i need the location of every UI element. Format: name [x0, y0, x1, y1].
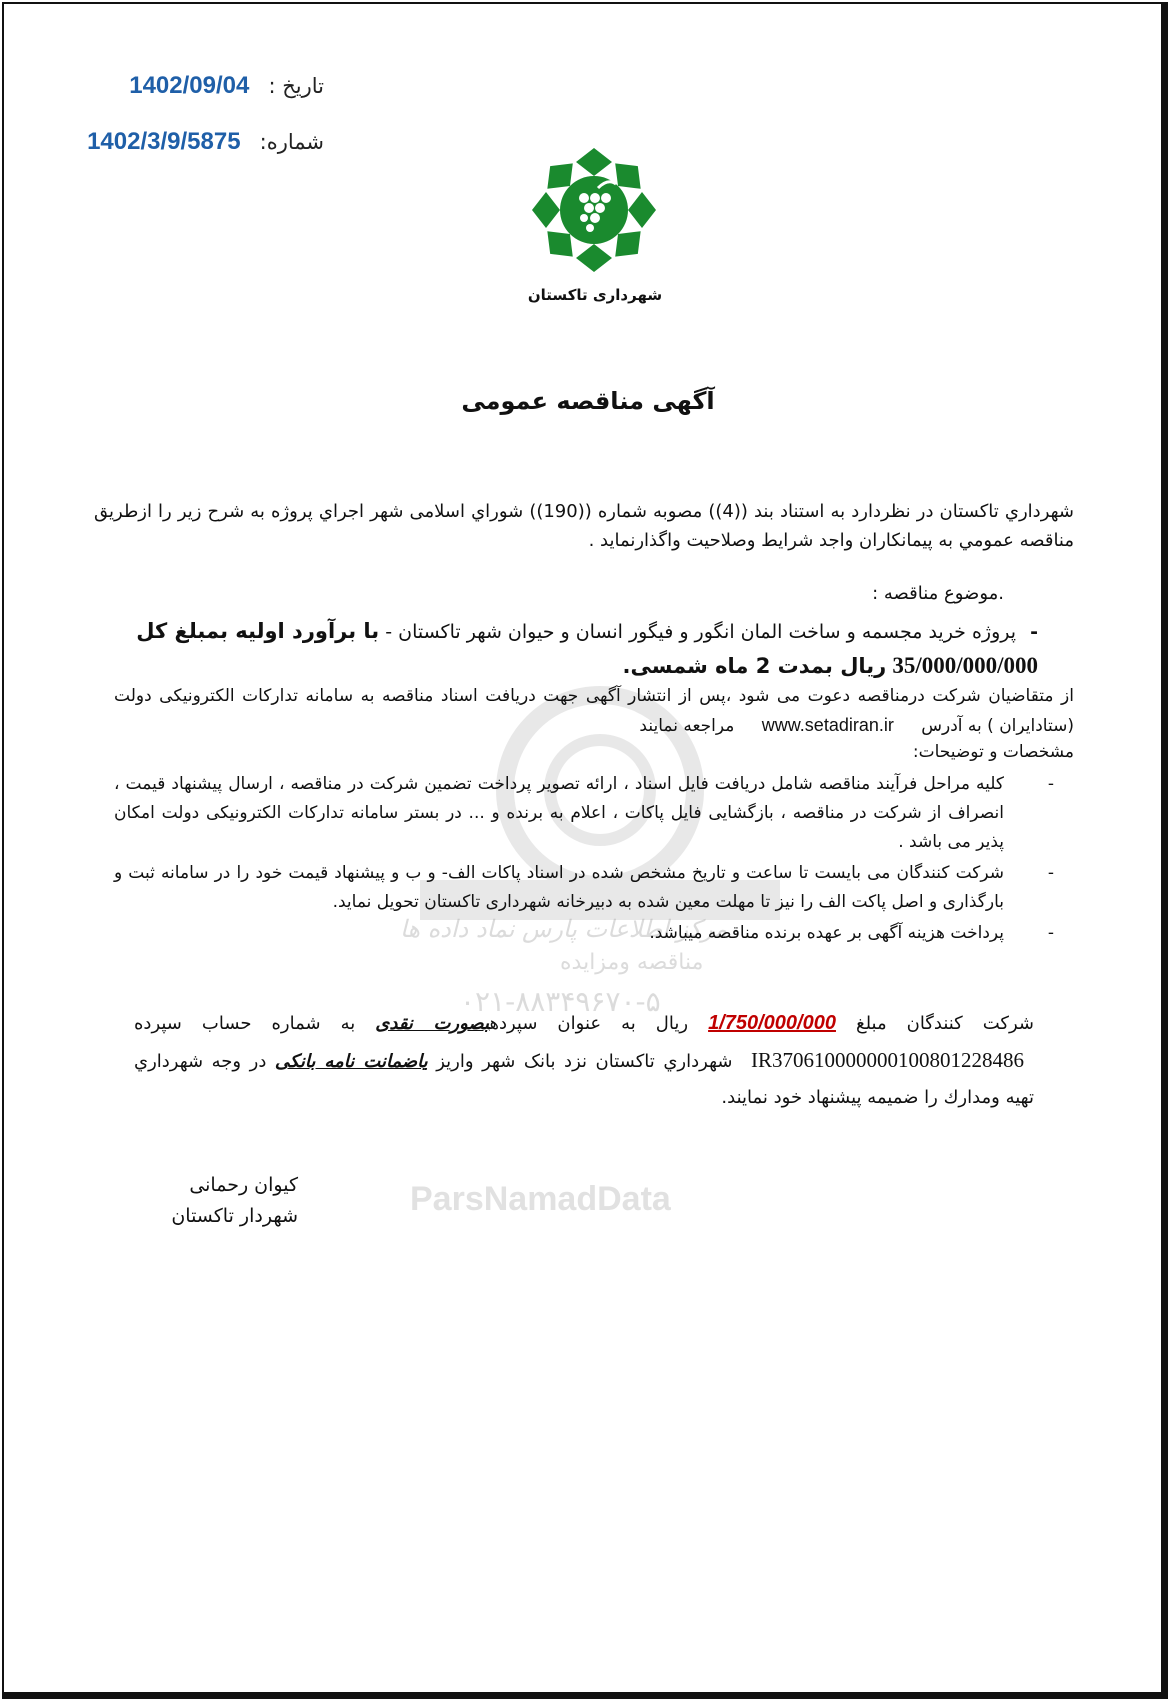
guarantee-paragraph — [134, 1005, 1034, 1116]
invite-text-before: از متقاضیان شرکت درمناقصه دعوت می شود ،پس از انتشار آگهی جهت دریافت اسناد مناقصه به سامانه تدارکات الکترونیکی دولت (ستادایران ) به آدرس — [114, 686, 1074, 736]
list-bullet: - — [1047, 923, 1054, 943]
guarantee-t5: در وجه شهرداري تهیه ومدارك را ضمیمه پیشنهاد خود نمایند. — [134, 1051, 1034, 1108]
project-tail: ریال بمدت 2 ماه شمسی. — [622, 654, 887, 678]
spec-label: مشخصات و توضیحات: — [912, 742, 1074, 762]
project-amount: 35/000/000/000 — [892, 653, 1038, 678]
subject-label: .موضوع مناقصه : — [872, 583, 1004, 604]
logo-caption: شهرداری تاکستان — [527, 286, 663, 304]
page-title: آگهی مناقصه عمومی — [461, 387, 715, 415]
list-item-text: شرکت کنندگان می بایست تا ساعت و تاریخ مشخص شده در اسناد پاکات الف- و ب و پیشنهاد قیمت خود را در سامانه ثبت و بارگذاری و اصل پاکت الف را نیز تا مهلت معین شده به دبیرخانه شهرداری تاکستان تحویل نماید. — [114, 863, 1004, 912]
signer-position: شهردار تاکستان — [171, 1205, 298, 1227]
watermark-brand: ParsNamadData — [410, 1180, 671, 1218]
project-dash: - — [1030, 621, 1038, 643]
guarantee-amount: 1/750/000/000 — [708, 1012, 836, 1034]
list-item — [114, 919, 1074, 948]
guarantee-t4: شهرداري تاکستان نزد بانک شهر واریز — [436, 1051, 733, 1072]
list-item-text: کلیه مراحل فرآیند مناقصه شامل دریافت فایل اسناد ، ارائه تصویر پرداخت تضمین شرکت در مناقصه ، ارسال پیشنهاد قیمت ، انصراف از شرکت در مناقصه ، بازگشایی فایل پاکات ، اعلام به برنده و ... در بستر سامانه تدارکات الکترونیکی دولت امکان پذیر می باشد . — [114, 774, 1004, 852]
guarantee-iban: IR370610000000100801228486 — [751, 1048, 1024, 1072]
project-text: پروژه خرید مجسمه و ساخت المان انگور و فیگور انسان و حیوان شهر تاکستان - — [385, 621, 1017, 643]
list-bullet: - — [1047, 863, 1054, 883]
guarantee-t1: شرکت کنندگان مبلغ — [855, 1013, 1035, 1034]
intro-paragraph: شهرداري تاکستان در نظردارد به استناد بند ((4)) مصوبه شماره ((190)) شوراي اسلامی شهر اجراي پروژه به شرح زیر را ازطریق مناقصه عمومي به پیمانکاران واجد شرایط وصلاحیت واگذارنماید . — [94, 501, 1074, 551]
project-estimate: با برآورد اولیه بمبلغ کل — [136, 619, 380, 643]
guarantee-cash: بصورت نقدی — [375, 1013, 490, 1034]
number-label: شماره: — [259, 130, 324, 154]
watermark-line2: مناقصه ومزایده — [560, 950, 704, 975]
watermark-line1: مرکز اطلاعات پارس نماد داده ها — [400, 915, 728, 943]
invite-paragraph — [114, 682, 1074, 741]
list-item — [114, 859, 1074, 917]
watermark-phone: ۰۲۱-۸۸۳۴۹۶۷۰-۵ — [460, 985, 661, 1018]
spec-list — [114, 770, 1074, 950]
signer-name: کیوان رحمانی — [189, 1174, 298, 1196]
project-description — [88, 614, 1038, 684]
list-item — [114, 770, 1074, 857]
guarantee-t2: ریال به عنوان سپرده — [489, 1013, 689, 1034]
date-value: 1402/09/04 — [129, 72, 250, 99]
guarantee-bank: یاضمانت نامه بانکی — [274, 1051, 428, 1072]
number-row — [87, 128, 324, 156]
date-label: تاریخ : — [268, 74, 324, 98]
list-bullet: - — [1047, 774, 1054, 794]
date-row — [129, 72, 324, 100]
list-item-text: پرداخت هزینه آگهی بر عهده برنده مناقصه میباشد. — [649, 923, 1004, 943]
invite-text-after: مراجعه نمایند — [639, 716, 735, 736]
signature-block — [171, 1170, 298, 1232]
guarantee-t3: به شماره حساب سپرده — [134, 1013, 356, 1034]
grape-seal-icon — [532, 148, 656, 272]
setadiran-link[interactable]: www.setadiran.ir — [761, 715, 894, 735]
number-value: 1402/3/9/5875 — [87, 128, 241, 155]
